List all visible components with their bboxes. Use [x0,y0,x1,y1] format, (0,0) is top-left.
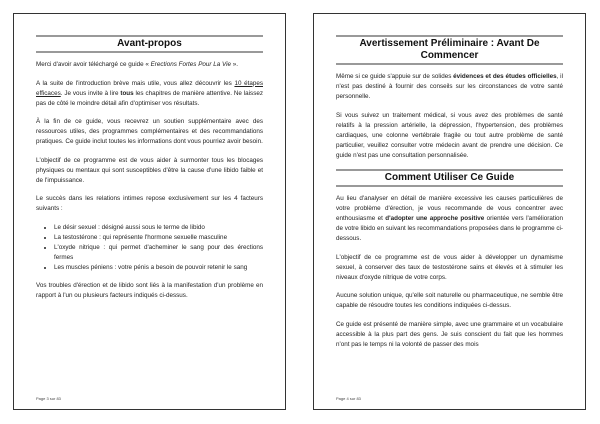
paragraph: Le succès dans les relations intimes repose exclusivement sur les 4 facteurs suivants : [36,195,263,212]
factors-list [36,223,263,273]
text: A la suite de l'introduction brève mais utile, vous allez découvrir les [36,79,235,87]
page-title: Avertissement Préliminaire : Avant De Commencer [336,35,563,65]
guide-title: Erections Fortes Pour La Vie [150,61,231,68]
paragraph [36,79,263,109]
text: Au lieu d'analyser en détail de manière excessive les causes particulières de votre problème d'érection, je vous recommande de vous concentrer avec enthousiasme et [336,195,563,222]
section-title: Comment Utiliser Ce Guide [336,169,563,187]
paragraph: L'objectif de ce programme est de vous aider à développer un dynamisme sexuel, à conserver des taux de testostérone sains et élevés et à stimuler les niveaux d'oxyde nitrique de votre corps. [336,253,563,281]
page-4 [313,13,586,410]
list-item: • Le désir sexuel : désigné aussi sous le terme de libido [54,223,263,233]
page-3 [13,13,286,410]
bold-text: évidences et des études officielles [453,73,557,80]
page-number: Page 4 sur 83 [336,396,361,401]
page-number: Page 3 sur 83 [36,396,61,401]
bold-text: d'adopter une approche positive [385,215,485,222]
list-item: • L'oxyde nitrique : qui permet d'acheminer le sang pour des érections fermes [54,243,263,263]
text: , il n'est pas destiné à fournir des conseils sur les circonstances de votre santé personnelle. [336,73,563,100]
paragraph: L'objectif de ce programme est de vous aider à surmonter tous les blocages physiques ou mentaux qui sont susceptibles d'être la cause d'une libido faible et de l'impuissance. [36,156,263,184]
text: . Je vous invite à lire [60,89,121,97]
bold-text: tous [120,89,134,97]
text: Merci d'avoir avoir téléchargé ce guide « [36,61,151,68]
text: Même si ce guide s'appuie sur de solides [336,73,454,80]
steps-link[interactable]: 10 étapes efficaces [36,79,263,97]
paragraph [336,72,563,102]
paragraph: Si vous suivez un traitement médical, si vous avez des problèmes de santé relatifs à la pression artérielle, la dépression, l'hypertension, des problèmes cardiaques, une colonne vertébrale fragile ou tout autre problème de santé particulier, veuillez consulter votre médecin avant de prendre une décision. Ce guide n'est pas une consultation personnalisée. [336,111,563,159]
paragraph: À la fin de ce guide, vous recevrez un soutien supplémentaire avec des ressources utiles, des programmes complémentaires et des recommandations pratiques. Ce guide inclut toutes les informations dont vous pourriez avoir besoin. [36,118,263,145]
text: orientée vers l'amélioration de votre libido en suivant les recommandations proposées dans le programme ci-dessous. [336,215,563,242]
text: les chapitres de manière attentive. Ne laissez pas de côté le moindre détail afin d'optimiser vos résultats. [36,89,264,107]
text: ». [231,61,239,68]
page-title: Avant-propos [36,35,263,53]
paragraph: Aucune solution unique, qu'elle soit naturelle ou pharmaceutique, ne semble être capable de résoudre toutes les conditions indiquées ci-dessus. [336,292,563,309]
list-item: • La testostérone : qui représente l'hormone sexuelle masculine [54,233,263,243]
paragraph: Vos troubles d'érection et de libido sont liés à la manifestation d'un problème en rapport à l'un ou plusieurs facteurs indiqués ci-dessus. [36,282,263,299]
paragraph: Ce guide est présenté de manière simple, avec une grammaire et un vocabulaire accessible à la plus part des gens. Je suis conscient du fait que les hommes n'ont pas le temps ni la volonté de passer des mois [336,320,563,348]
list-item: • Les muscles péniens : votre pénis a besoin de pouvoir retenir le sang [54,263,263,273]
paragraph [336,194,563,244]
paragraph [36,60,263,70]
